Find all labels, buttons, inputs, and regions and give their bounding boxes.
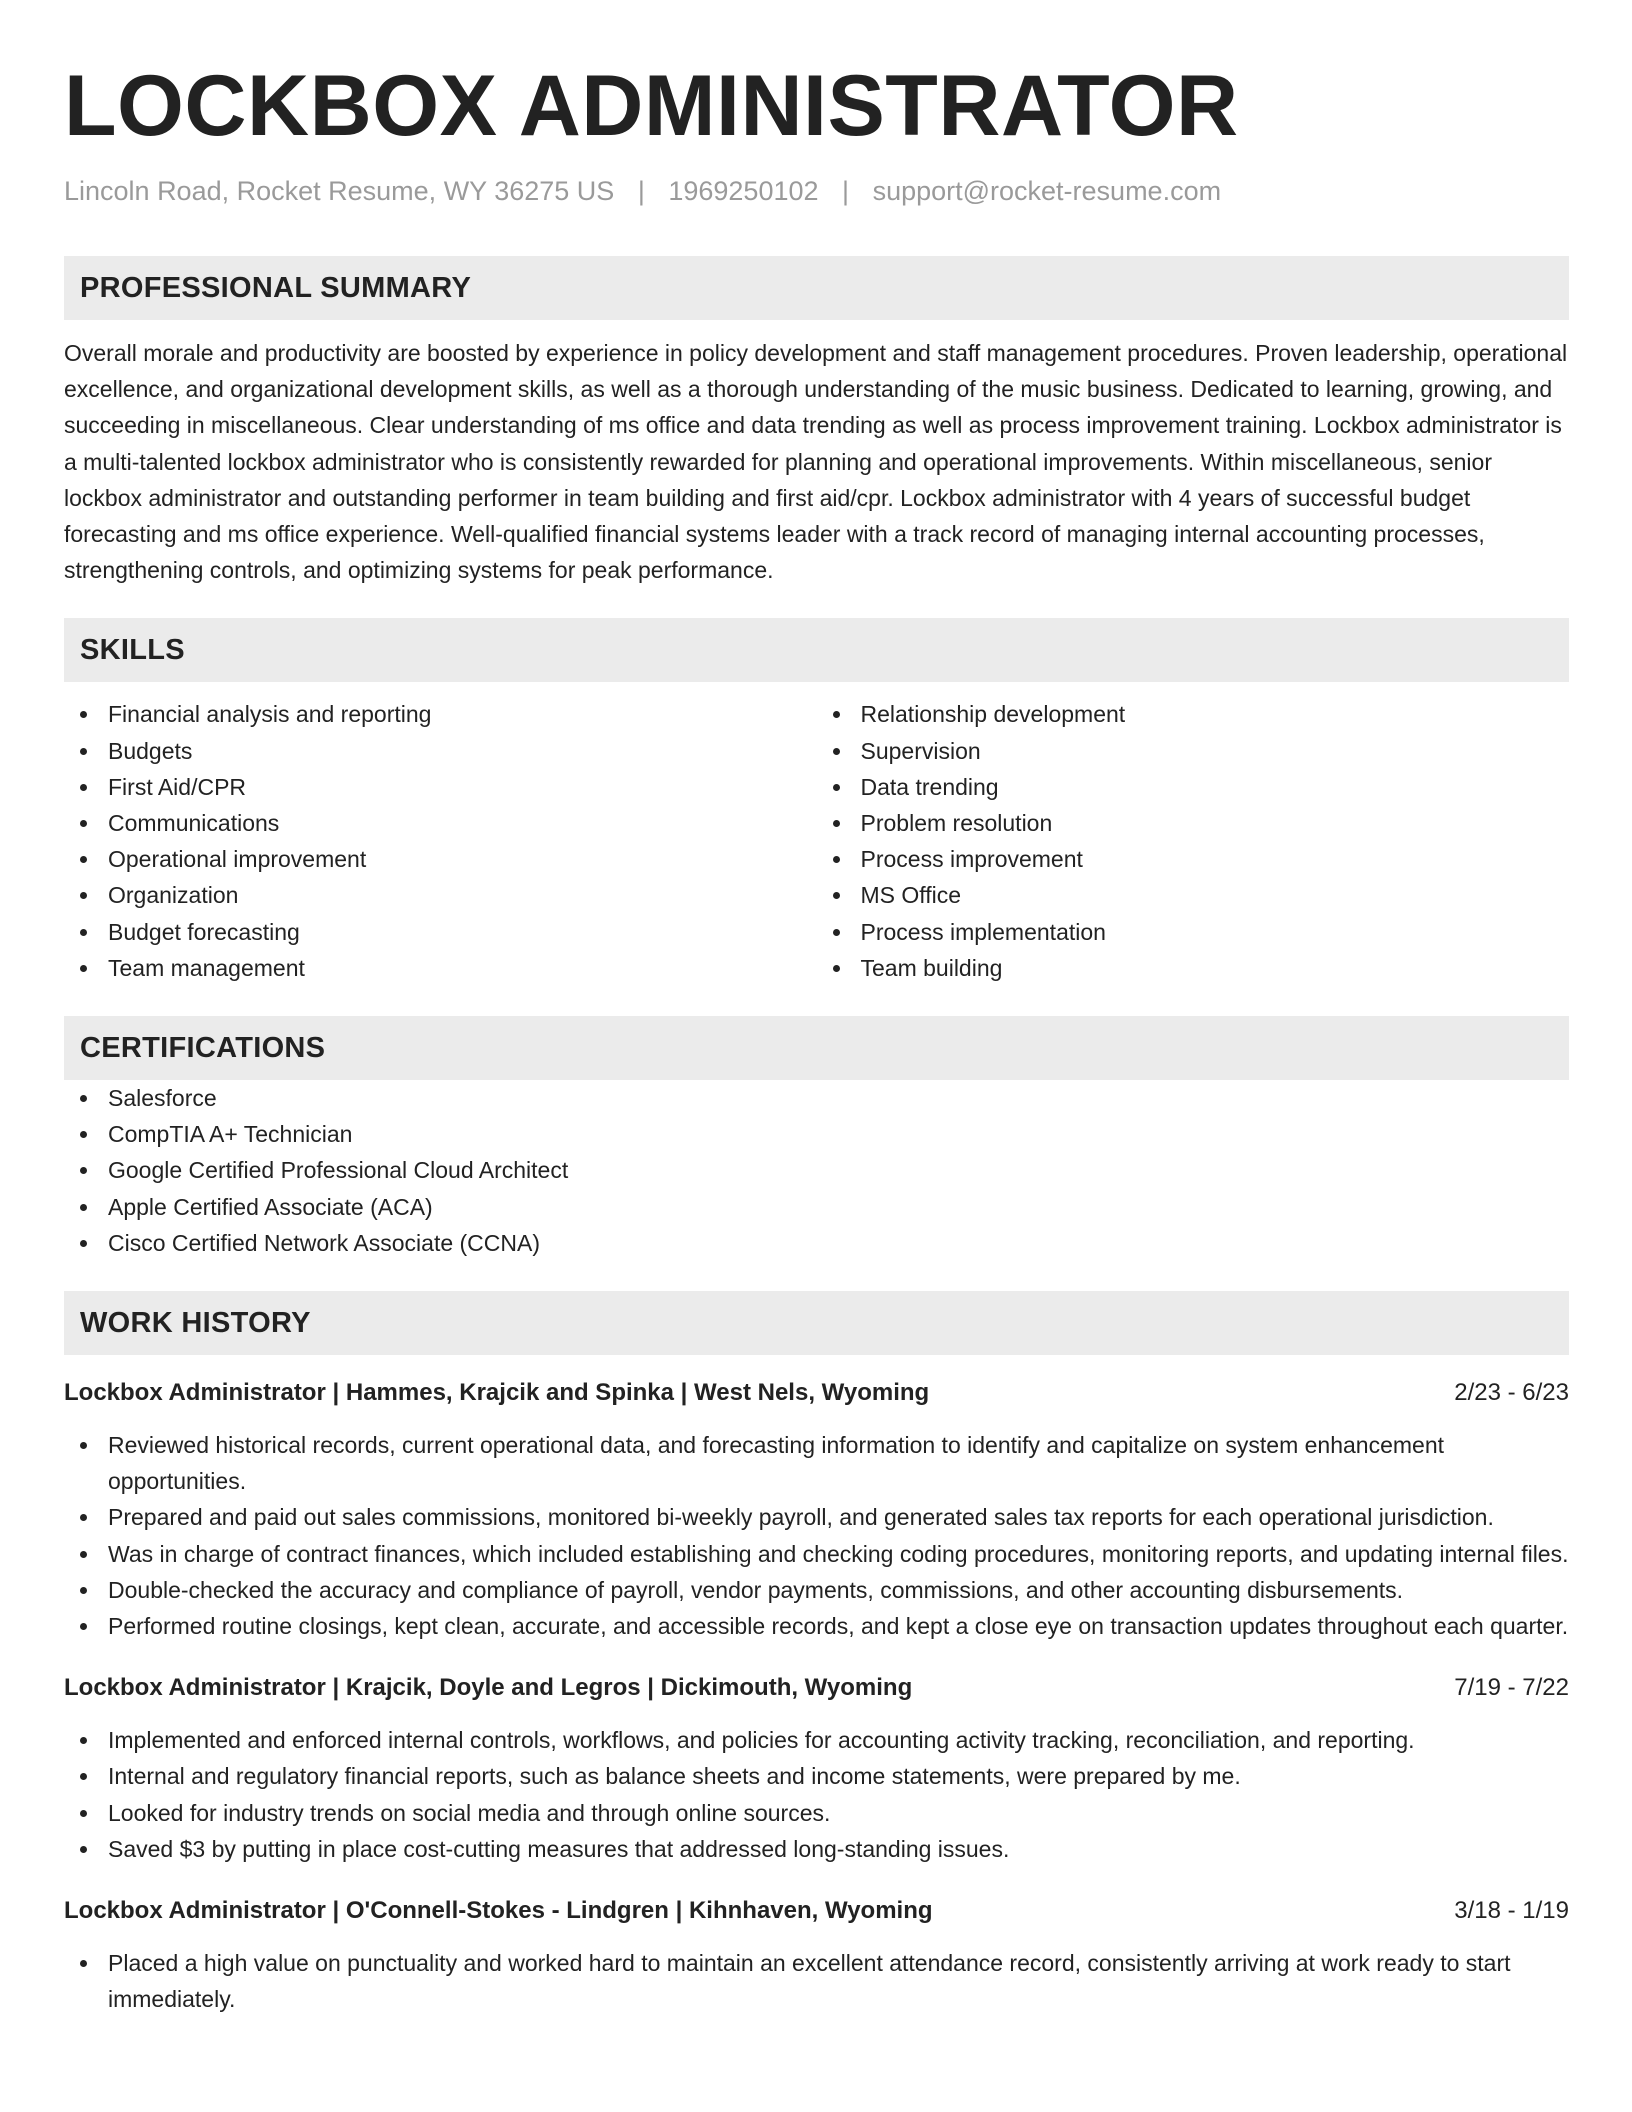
skill-item: Problem resolution: [817, 805, 1570, 841]
certification-item: CompTIA A+ Technician: [64, 1116, 1569, 1152]
job-bullet: Double-checked the accuracy and compliance of payroll, vendor payments, commissions, and other accounting disbursements.: [64, 1572, 1569, 1608]
skill-item: Organization: [64, 877, 817, 913]
skills-columns: [64, 696, 1569, 986]
contact-email: support@rocket-resume.com: [872, 176, 1222, 206]
job-title: Lockbox Administrator | Hammes, Krajcik and Spinka | West Nels, Wyoming: [64, 1379, 930, 1407]
skill-item: Team management: [64, 950, 817, 986]
job-bullets: [64, 1945, 1569, 2017]
job-bullet: Internal and regulatory financial reports, such as balance sheets and income statements, were prepared by me.: [64, 1758, 1569, 1794]
job-dates: 3/18 - 1/19: [1454, 1897, 1569, 1925]
job-bullet: Reviewed historical records, current operational data, and forecasting information to identify and capitalize on system enhancement opportunities.: [64, 1427, 1569, 1499]
skill-item: Budget forecasting: [64, 914, 817, 950]
certification-item: Apple Certified Associate (ACA): [64, 1189, 1569, 1225]
skill-item: First Aid/CPR: [64, 769, 817, 805]
section-heading-work-history: WORK HISTORY: [64, 1291, 1569, 1355]
contact-address: Lincoln Road, Rocket Resume, WY 36275 US: [64, 176, 615, 206]
skills-left-list: [64, 696, 817, 986]
job-bullet: Was in charge of contract finances, which included establishing and checking coding procedures, monitoring reports, and updating internal files.: [64, 1536, 1569, 1572]
job-bullets: [64, 1722, 1569, 1867]
section-heading-certifications: CERTIFICATIONS: [64, 1016, 1569, 1080]
skill-item: Operational improvement: [64, 841, 817, 877]
job-bullets: [64, 1427, 1569, 1644]
skill-item: MS Office: [817, 877, 1570, 913]
candidate-name: LOCKBOX ADMINISTRATOR: [64, 58, 1239, 154]
job-entry: [64, 1670, 1569, 1867]
contact-line: [64, 172, 1569, 210]
skill-item: Data trending: [817, 769, 1570, 805]
job-header: [64, 1893, 1569, 1929]
certification-item: Salesforce: [64, 1080, 1569, 1116]
job-bullet: Implemented and enforced internal controls, workflows, and policies for accounting activity tracking, reconciliation, and reporting.: [64, 1722, 1569, 1758]
section-heading-summary: PROFESSIONAL SUMMARY: [64, 256, 1569, 320]
job-title: Lockbox Administrator | Krajcik, Doyle and Legros | Dickimouth, Wyoming: [64, 1674, 913, 1702]
skill-item: Process improvement: [817, 841, 1570, 877]
job-bullet: Prepared and paid out sales commissions, monitored bi-weekly payroll, and generated sales tax reports for each operational jurisdiction.: [64, 1499, 1569, 1535]
certification-item: Cisco Certified Network Associate (CCNA): [64, 1225, 1569, 1261]
certification-item: Google Certified Professional Cloud Architect: [64, 1152, 1569, 1188]
job-dates: 2/23 - 6/23: [1454, 1379, 1569, 1407]
job-bullet: Placed a high value on punctuality and worked hard to maintain an excellent attendance record, consistently arriving at work ready to start immediately.: [64, 1945, 1569, 2017]
summary-text: Overall morale and productivity are boosted by experience in policy development and staff management procedures. Proven leadership, operational excellence, and organizational development skills, as well as a thorough understanding of the music business. Dedicated to learning, growing, and succeeding in miscellaneous. Clear understanding of ms office and data trending as well as process improvement training. Lockbox administrator is a multi-talented lockbox administrator who is consistently rewarded for planning and operational improvements. Within miscellaneous, senior lockbox administrator and outstanding performer in team building and first aid/cpr. Lockbox administrator with 4 years of successful budget forecasting and ms office experience. Well-qualified financial systems leader with a track record of managing internal accounting processes, strengthening controls, and optimizing systems for peak performance.: [64, 340, 1568, 584]
contact-phone: 1969250102: [668, 176, 819, 206]
job-bullet: Looked for industry trends on social media and through online sources.: [64, 1795, 1569, 1831]
contact-separator: |: [842, 176, 850, 206]
job-dates: 7/19 - 7/22: [1454, 1674, 1569, 1702]
section-heading-skills: SKILLS: [64, 618, 1569, 682]
skill-item: Team building: [817, 950, 1570, 986]
job-bullet: Saved $3 by putting in place cost-cutting measures that addressed long-standing issues.: [64, 1831, 1569, 1867]
skills-right-list: [817, 696, 1570, 986]
skill-item: Process implementation: [817, 914, 1570, 950]
job-header: [64, 1375, 1569, 1411]
job-entry: [64, 1375, 1569, 1644]
skill-item: Communications: [64, 805, 817, 841]
certifications-list: [64, 1080, 1569, 1261]
skill-item: Budgets: [64, 733, 817, 769]
job-title: Lockbox Administrator | O'Connell-Stokes - Lindgren | Kihnhaven, Wyoming: [64, 1897, 933, 1925]
skill-item: Financial analysis and reporting: [64, 696, 817, 732]
job-entry: [64, 1893, 1569, 2017]
job-bullet: Performed routine closings, kept clean, accurate, and accessible records, and kept a close eye on transaction updates throughout each quarter.: [64, 1608, 1569, 1644]
job-header: [64, 1670, 1569, 1706]
contact-separator: |: [637, 176, 645, 206]
skill-item: Relationship development: [817, 696, 1570, 732]
skill-item: Supervision: [817, 733, 1570, 769]
